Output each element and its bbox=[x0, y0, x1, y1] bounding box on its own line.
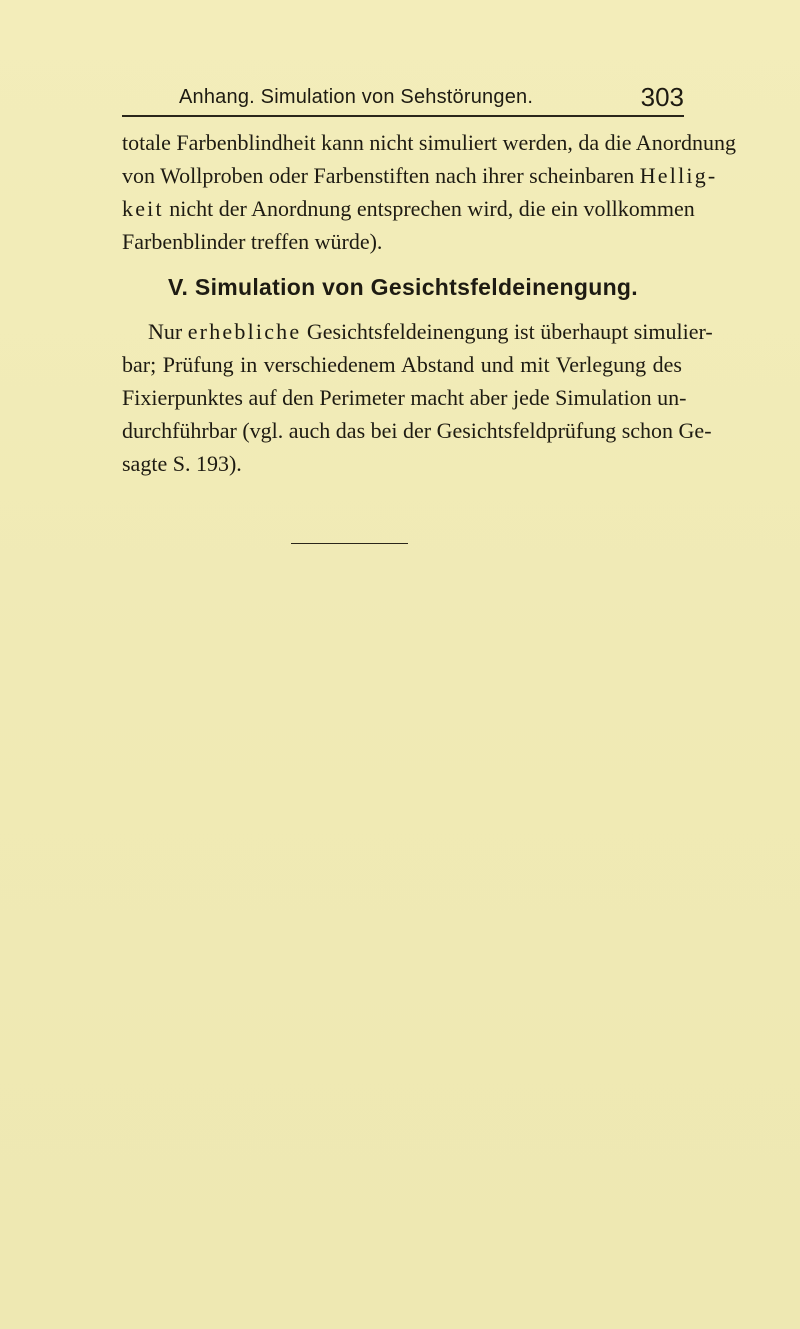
text-line: sagte S. 193). bbox=[122, 451, 242, 476]
spaced-word: Hellig- bbox=[639, 163, 718, 188]
text-run: Gesichtsfeldeinengung ist überhaupt simulier- bbox=[306, 319, 713, 344]
spaced-word: keit bbox=[122, 196, 164, 221]
running-head: Anhang. Simulation von Sehstörungen. bbox=[179, 86, 534, 108]
text-run: nicht der Anordnung entsprechen wird, die ein vollkommen bbox=[169, 196, 695, 221]
section-heading: V. Simulation von Gesichtsfeldeinengung. bbox=[168, 274, 638, 300]
text-run: Nur bbox=[148, 319, 183, 344]
section-end-rule bbox=[291, 543, 408, 544]
text-line: Farbenblinder treffen würde). bbox=[122, 229, 383, 254]
paragraph-color-blindness bbox=[122, 126, 737, 258]
paragraph-visual-field bbox=[122, 315, 713, 480]
spaced-word: erhebliche bbox=[187, 319, 302, 344]
header-rule bbox=[122, 115, 684, 117]
text-line bbox=[122, 192, 695, 225]
text-line: bar; Prüfung in verschiedenem Abstand und mit Verlegung des bbox=[122, 352, 682, 377]
text-run: von Wollproben oder Farbenstiften nach ihrer scheinbaren bbox=[122, 163, 635, 188]
page-number: 303 bbox=[640, 82, 684, 112]
text-line bbox=[122, 315, 713, 348]
text-line: totale Farbenblindheit kann nicht simuliert werden, da die Anordnung bbox=[122, 130, 737, 155]
text-line bbox=[122, 159, 718, 192]
text-line: Fixierpunktes auf den Perimeter macht aber jede Simulation un- bbox=[122, 385, 687, 410]
page-header bbox=[122, 78, 684, 112]
text-line: durchführbar (vgl. auch das bei der Gesichtsfeldprüfung schon Ge- bbox=[122, 418, 712, 443]
